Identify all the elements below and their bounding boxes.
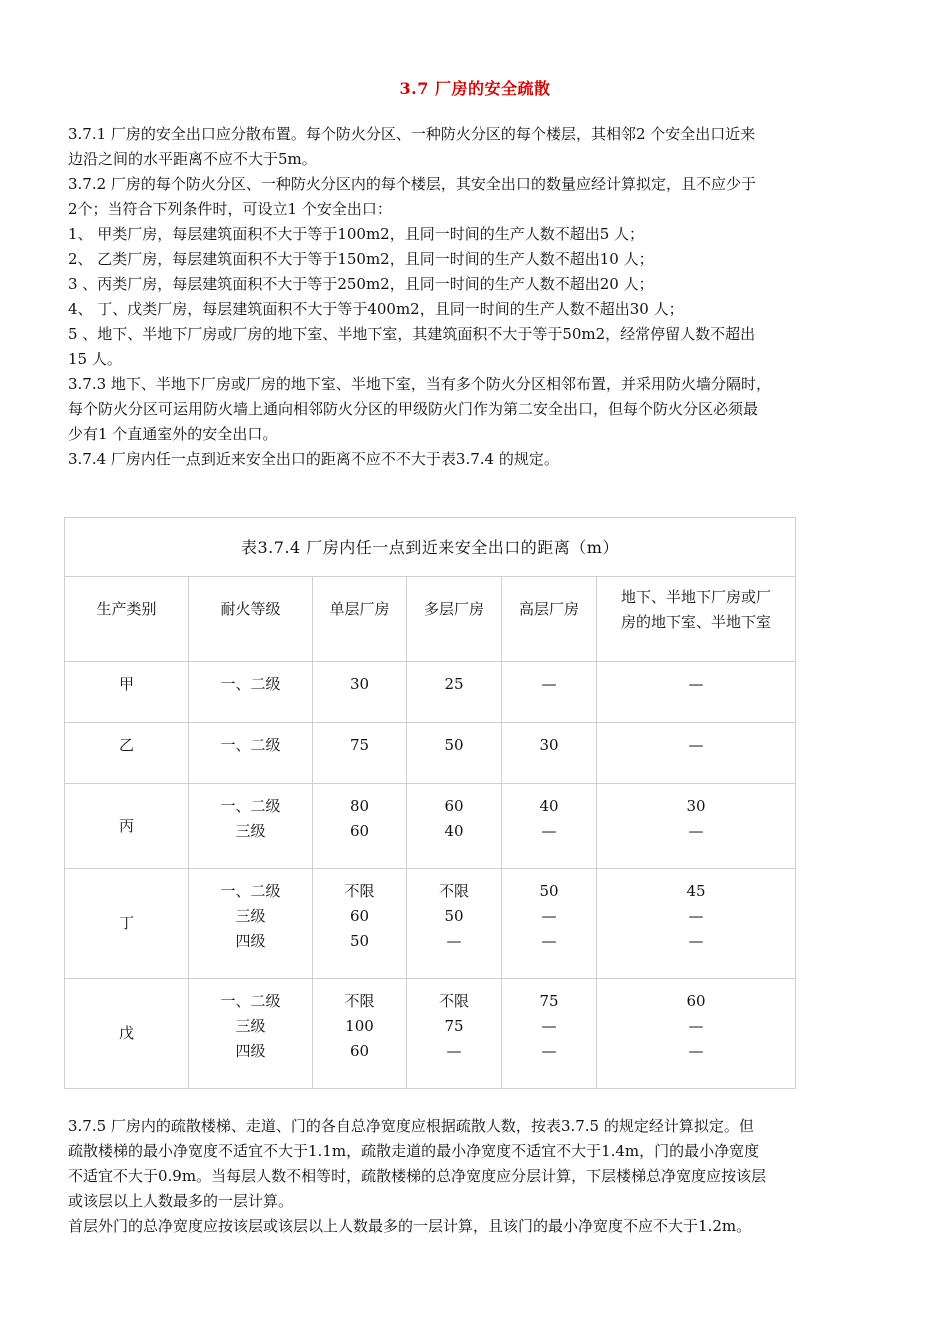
paragraph: [68, 297, 888, 322]
cell-value: 50: [539, 882, 559, 900]
cell-value: 不限: [438, 992, 469, 1010]
paragraph: [68, 122, 888, 172]
grade-cell: [189, 662, 313, 723]
paragraph: [68, 322, 888, 372]
paragraph-line: 疏散楼梯的最小净宽度不适宜不大于1.1m，疏散走道的最小净宽度不适宜不大于1.4m，门的最小净宽度: [68, 1142, 760, 1160]
single-cell: [313, 869, 407, 979]
cell-value: —: [541, 1017, 557, 1035]
grade-cell: [189, 979, 313, 1089]
cell-value: 60: [349, 822, 370, 840]
paragraph-line: 不适宜不大于0.9m。当每层人数不相等时，疏散楼梯的总净宽度应分层计算，下层楼梯总净宽度应按该层: [68, 1167, 767, 1185]
cell-value: 一、二级: [220, 675, 281, 693]
cell-value: 不限: [344, 992, 375, 1010]
cell-value: —: [446, 932, 462, 950]
cell-value: 不限: [438, 882, 469, 900]
under-cell: [597, 723, 796, 784]
grade-cell: [189, 784, 313, 869]
cell-value: 三级: [235, 907, 266, 925]
cell-value: —: [688, 675, 704, 693]
table-header-cell: 多层厂房: [407, 577, 502, 662]
paragraph: [68, 222, 888, 247]
paragraph-line: 首层外门的总净宽度应按该层或该层以上人数最多的一层计算，且该门的最小净宽度不应不大于1.2m。: [68, 1217, 752, 1235]
high-cell: [502, 979, 597, 1089]
cell-value: 三级: [235, 1017, 266, 1035]
cell-value: —: [541, 822, 557, 840]
paragraph-line: 1、 甲类厂房，每层建筑面积不大于等于100m2，且同一时间的生产人数不超出5 人；: [68, 225, 645, 243]
under-cell: [597, 979, 796, 1089]
cell-value: —: [688, 1017, 704, 1035]
multi-cell: [407, 979, 502, 1089]
cell-value: —: [688, 822, 704, 840]
paragraph-line: 少有1 个直通室外的安全出口。: [68, 425, 278, 443]
paragraph: [68, 272, 888, 297]
high-cell: [502, 869, 597, 979]
top-paragraphs: [68, 122, 888, 472]
cell-value: —: [541, 932, 557, 950]
category-cell: 甲: [65, 662, 189, 723]
cell-value: 四级: [235, 1042, 266, 1060]
cell-value: 不限: [344, 882, 375, 900]
paragraph-line: 2个；当符合下列条件时，可设立1 个安全出口：: [68, 200, 392, 218]
header-line: 地下、半地下厂房或厂: [620, 588, 771, 606]
cell-value: 25: [444, 675, 464, 693]
cell-value: 50: [444, 736, 464, 754]
cell-value: 三级: [235, 822, 266, 840]
under-cell: [597, 662, 796, 723]
cell-value: 40: [444, 822, 464, 840]
multi-cell: [407, 869, 502, 979]
paragraph: [68, 1114, 888, 1214]
cell-value: 60: [349, 907, 370, 925]
single-cell: [313, 784, 407, 869]
cell-value: —: [541, 675, 557, 693]
table-row: [65, 979, 796, 1089]
table-header-cell: 耐火等级: [189, 577, 313, 662]
table-header-cell: [597, 577, 796, 662]
paragraph-line: 边沿之间的水平距离不应不大于5m。: [68, 150, 317, 168]
category-cell: 丙: [65, 784, 189, 869]
grade-cell: [189, 869, 313, 979]
cell-value: 50: [349, 932, 370, 950]
cell-value: 80: [349, 797, 370, 815]
paragraph-line: 3.7.1 厂房的安全出口应分散布置。每个防火分区、一种防火分区的每个楼层，其相邻2 个安全出口近来: [68, 125, 756, 143]
multi-cell: [407, 662, 502, 723]
category-cell: 丁: [65, 869, 189, 979]
high-cell: [502, 723, 597, 784]
paragraph-line: 3.7.2 厂房的每个防火分区、一种防火分区内的每个楼层，其安全出口的数量应经计算拟定，且不应少于: [68, 175, 756, 193]
table-row: [65, 869, 796, 979]
cell-value: 50: [444, 907, 464, 925]
cell-value: 75: [539, 992, 559, 1010]
high-cell: [502, 662, 597, 723]
table-header-row: [65, 577, 796, 662]
cell-value: 30: [539, 736, 559, 754]
cell-value: 75: [444, 1017, 464, 1035]
bottom-paragraphs: [68, 1114, 888, 1239]
paragraph-line: 3.7.5 厂房内的疏散楼梯、走道、门的各自总净宽度应根据疏散人数，按表3.7.5 的规定经计算拟定。但: [68, 1117, 754, 1135]
paragraph-line: 每个防火分区可运用防火墙上通向相邻防火分区的甲级防火门作为第二安全出口，但每个防火分区必须最: [68, 400, 759, 418]
under-cell: [597, 869, 796, 979]
table-row: [65, 784, 796, 869]
cell-value: —: [688, 932, 704, 950]
section-title: 3.7 厂房的安全疏散: [399, 79, 551, 98]
category-cell: 戊: [65, 979, 189, 1089]
paragraph-line: 4、 丁、戊类厂房，每层建筑面积不大于等于400m2，且同一时间的生产人数不超出30 人；: [68, 300, 684, 318]
paragraph: [68, 1214, 888, 1239]
cell-value: —: [541, 907, 557, 925]
single-cell: [313, 723, 407, 784]
header-line: 房的地下室、半地下室: [620, 613, 771, 631]
cell-value: 30: [349, 675, 370, 693]
single-cell: [313, 979, 407, 1089]
cell-value: 一、二级: [220, 736, 281, 754]
cell-value: 100: [345, 1017, 374, 1035]
cell-value: —: [688, 907, 704, 925]
paragraph: [68, 172, 888, 222]
paragraph: [68, 247, 888, 272]
table-header-cell: 高层厂房: [502, 577, 597, 662]
high-cell: [502, 784, 597, 869]
cell-value: 一、二级: [220, 992, 281, 1010]
cell-value: 一、二级: [220, 882, 281, 900]
cell-value: 60: [686, 992, 706, 1010]
distance-table: [64, 517, 796, 1089]
paragraph: [68, 372, 888, 447]
cell-value: 一、二级: [220, 797, 281, 815]
cell-value: 30: [686, 797, 706, 815]
cell-value: 60: [444, 797, 464, 815]
multi-cell: [407, 723, 502, 784]
cell-value: 60: [349, 1042, 370, 1060]
under-cell: [597, 784, 796, 869]
table-row: [65, 723, 796, 784]
paragraph-line: 3 、丙类厂房，每层建筑面积不大于等于250m2，且同一时间的生产人数不超出20 人；: [68, 275, 654, 293]
paragraph-line: 2、 乙类厂房，每层建筑面积不大于等于150m2，且同一时间的生产人数不超出10 人；: [68, 250, 654, 268]
paragraph-line: 3.7.4 厂房内任一点到近来安全出口的距离不应不不大于表3.7.4 的规定。: [68, 450, 559, 468]
paragraph-line: 或该层以上人数最多的一层计算。: [68, 1192, 294, 1210]
cell-value: —: [688, 736, 704, 754]
table-header-cell: 生产类别: [65, 577, 189, 662]
cell-value: 45: [686, 882, 706, 900]
table-caption: 表3.7.4 厂房内任一点到近来安全出口的距离（m）: [65, 518, 796, 577]
table-header-cell: 单层厂房: [313, 577, 407, 662]
grade-cell: [189, 723, 313, 784]
paragraph-line: 3.7.3 地下、半地下厂房或厂房的地下室、半地下室，当有多个防火分区相邻布置，并采用防火墙分隔时，: [68, 375, 771, 393]
multi-cell: [407, 784, 502, 869]
table-row: [65, 662, 796, 723]
cell-value: —: [688, 1042, 704, 1060]
cell-value: 四级: [235, 932, 266, 950]
category-cell: 乙: [65, 723, 189, 784]
cell-value: —: [541, 1042, 557, 1060]
cell-value: 40: [539, 797, 559, 815]
cell-value: 75: [349, 736, 370, 754]
single-cell: [313, 662, 407, 723]
paragraph-line: 5 、地下、半地下厂房或厂房的地下室、半地下室，其建筑面积不大于等于50m2，经常停留人数不超出: [68, 325, 756, 343]
paragraph-line: 15 人。: [68, 350, 122, 368]
paragraph: [68, 447, 888, 472]
cell-value: —: [446, 1042, 462, 1060]
